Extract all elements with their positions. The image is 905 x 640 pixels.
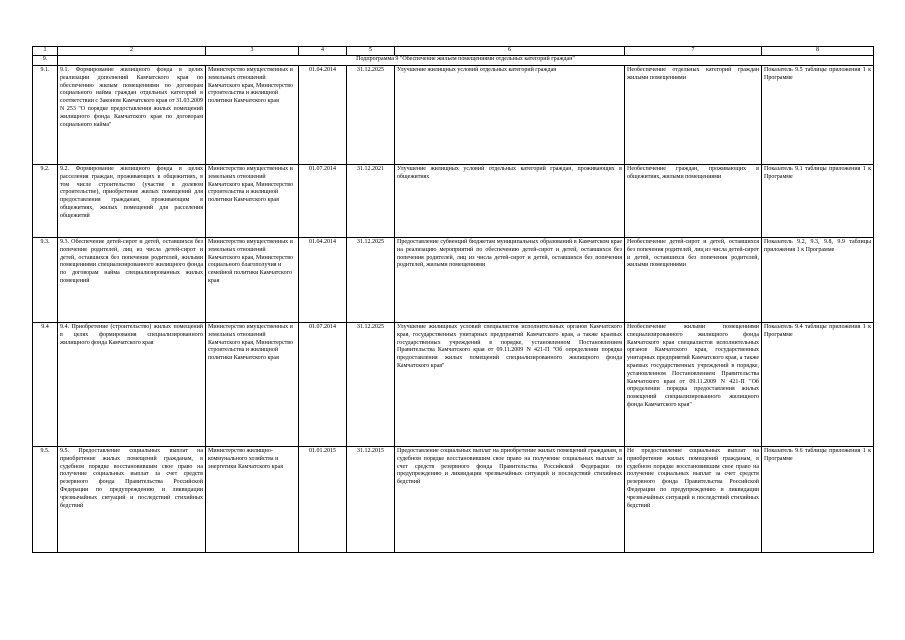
start-date-cell: 01.04.2014 — [299, 66, 347, 165]
table-row — [33, 447, 874, 553]
column-number: 1 — [33, 47, 58, 56]
executor-cell: Министерство имущественных и земельных отношений Камчатского края, Министерство строительства и жилищной политики Камчатского края — [206, 66, 299, 165]
end-date-cell: 31.12.2021 — [347, 165, 395, 238]
executor-cell: Министерство имущественных и земельных отношений Камчатского края, Министерство социального благополучия и семейной политики Камчатского края — [206, 238, 299, 323]
column-number: 8 — [762, 47, 874, 56]
row-number: 9.5. — [33, 447, 58, 553]
subprogram-row — [33, 56, 874, 66]
table-row — [33, 66, 874, 165]
column-number: 2 — [58, 47, 206, 56]
result-cell: Предоставление субвенций бюджетам муниципальных образований в Камчатском крае на реализацию мероприятий по обеспечению детей-сирот и детей, оставшихся без попечения родителей, лиц из числа детей-сирот и детей, оставшихся без попечения родителей, жилыми помещениями — [395, 238, 625, 323]
indicator-link-cell: Показатель 9.1 таблицы приложения 1 к Программе — [762, 165, 874, 238]
row-number: 9.4 — [33, 323, 58, 447]
table-row — [33, 165, 874, 238]
result-cell: Улучшение жилищных условий специалистов исполнительных органов Камчатского края, государственных унитарных предприятий Камчатского края, а также краевых государственных учреждений в порядке, установленном Постановлением Правительства Камчатского края от 09.11.2009 N 421-П "Об определении порядка предоставления жилых помещений специализированного жилищного фонда Камчатского края" — [395, 323, 625, 447]
measure-cell: 9.1. Формирование жилищного фонда в целях реализации дополнений Камчатского края по обеспечению жилым помещениями по договорам социального найма граждан отдельных категорий в соответствии с Законом Камчатского края от 31.03.2009 N 253 "О порядке предоставления жилых помещений жилищного фонда Камчатского края по договорам социального найма" — [58, 66, 206, 165]
consequences-cell: Необеспечение детей-сирот и детей, оставшихся без попечения родителей, лиц из числа детей-сирот и детей, оставшихся без попечения родителей, жилыми помещениями — [625, 238, 762, 323]
end-date-cell: 31.12.2025 — [347, 323, 395, 447]
indicator-link-cell: Показатель 9.6 таблицы приложения 1 к Программе — [762, 447, 874, 553]
indicator-link-cell: Показатель 9.4 таблицы приложения 1 к Программе — [762, 323, 874, 447]
result-cell: Улучшение жилищных условий отдельных категорий граждан — [395, 66, 625, 165]
start-date-cell: 01.07.2014 — [299, 165, 347, 238]
row-number: 9.2. — [33, 165, 58, 238]
measure-cell: 9.5. Предоставление социальных выплат на приобретение жилых помещений гражданам, в судебном порядке восстановившим свое право на получение социальных выплат за счет средств резервного фонда Правительства Российской Федерации по предупреждению и ликвидации чрезвычайных ситуаций и последствий стихийных бедствий — [58, 447, 206, 553]
executor-cell: Министерство имущественных и земельных отношений Камчатского края, Министерство строительства и жилищной политики Камчатского края — [206, 165, 299, 238]
table-row — [33, 238, 874, 323]
row-number: 9.3. — [33, 238, 58, 323]
table-row — [33, 323, 874, 447]
program-measures-table — [32, 46, 874, 553]
measure-cell: 9.2. Формирование жилищного фонда в целях расселения граждан, проживающих в общежитиях, в том числе строительство (участие в долевом строительстве), приобретение жилых помещений для предоставления гражданам, проживающим в общежитиях, жилых помещений для расселения общежитий — [58, 165, 206, 238]
start-date-cell: 01.07.2014 — [299, 323, 347, 447]
result-cell: Улучшение жилищных условий отдельных категорий граждан, проживающих в общежитиях — [395, 165, 625, 238]
column-number: 4 — [299, 47, 347, 56]
row-number: 9.1. — [33, 66, 58, 165]
subprogram-number: 9. — [33, 56, 58, 66]
consequences-cell: Необеспечение жилыми помещениями специализированного жилищного фонда Камчатского края специалистов исполнительных органов Камчатского края, государственных унитарных предприятий Камчатского края, а также краевых государственных учреждений в порядке, установленном Постановлением Правительства Камчатского края от 09.11.2009 N 421-П "Об определении порядка предоставления жилых помещений специализированного жилищного фонда Камчатского края" — [625, 323, 762, 447]
end-date-cell: 31.12.2025 — [347, 238, 395, 323]
measure-cell: 9.4. Приобретение (строительство) жилых помещений в целях формирования специализированного жилищного фонда Камчатского края — [58, 323, 206, 447]
column-number: 3 — [206, 47, 299, 56]
end-date-cell: 31.12.2015 — [347, 447, 395, 553]
end-date-cell: 31.12.2025 — [347, 66, 395, 165]
indicator-link-cell: Показатель 9.5 таблицы приложения 1 к Программе — [762, 66, 874, 165]
subprogram-title: Подпрограмма 9 "Обеспечение жильем помещениями отдельных категорий граждан" — [58, 56, 874, 66]
consequences-cell: Необеспечение граждан, проживающих в общежитиях, жилыми помещениями — [625, 165, 762, 238]
start-date-cell: 01.01.2015 — [299, 447, 347, 553]
column-number: 7 — [625, 47, 762, 56]
result-cell: Предоставление социальных выплат на приобретение жилых помещений гражданам, в судебном порядке восстановившим свое право на получение социальных выплат за счет средств резервного фонда Правительства Российской Федерации по предупреждению и ликвидации чрезвычайных ситуаций и последствий стихийных бедствий — [395, 447, 625, 553]
column-number-row — [33, 47, 874, 56]
indicator-link-cell: Показатель 9.2, 9.3, 9.8, 9.9 таблицы приложения 1 к Программе — [762, 238, 874, 323]
measure-cell: 9.3. Обеспечение детей-сирот и детей, оставшихся без попечения родителей, лиц из числа детей-сирот и детей, оставшихся без попечения родителей, жилыми помещениями специализированного жилищного фонда по договорам найма специализированных жилых помещений — [58, 238, 206, 323]
column-number: 6 — [395, 47, 625, 56]
executor-cell: Министерство жилищно-коммунального хозяйства и энергетики Камчатского края — [206, 447, 299, 553]
start-date-cell: 01.04.2014 — [299, 238, 347, 323]
consequences-cell: Не предоставление социальных выплат на приобретение жилых помещений гражданам, в судебном порядке восстановившим свое право на получение социальных выплат за счет средств резервного фонда Правительства Российской Федерации по предупреждению и ликвидации чрезвычайных ситуаций и последствий стихийных бедствий — [625, 447, 762, 553]
executor-cell: Министерство имущественных и земельных отношений Камчатского края, Министерство строительства и жилищной политики Камчатского края — [206, 323, 299, 447]
column-number: 5 — [347, 47, 395, 56]
consequences-cell: Необеспечение отдельных категорий граждан жилыми помещениями — [625, 66, 762, 165]
